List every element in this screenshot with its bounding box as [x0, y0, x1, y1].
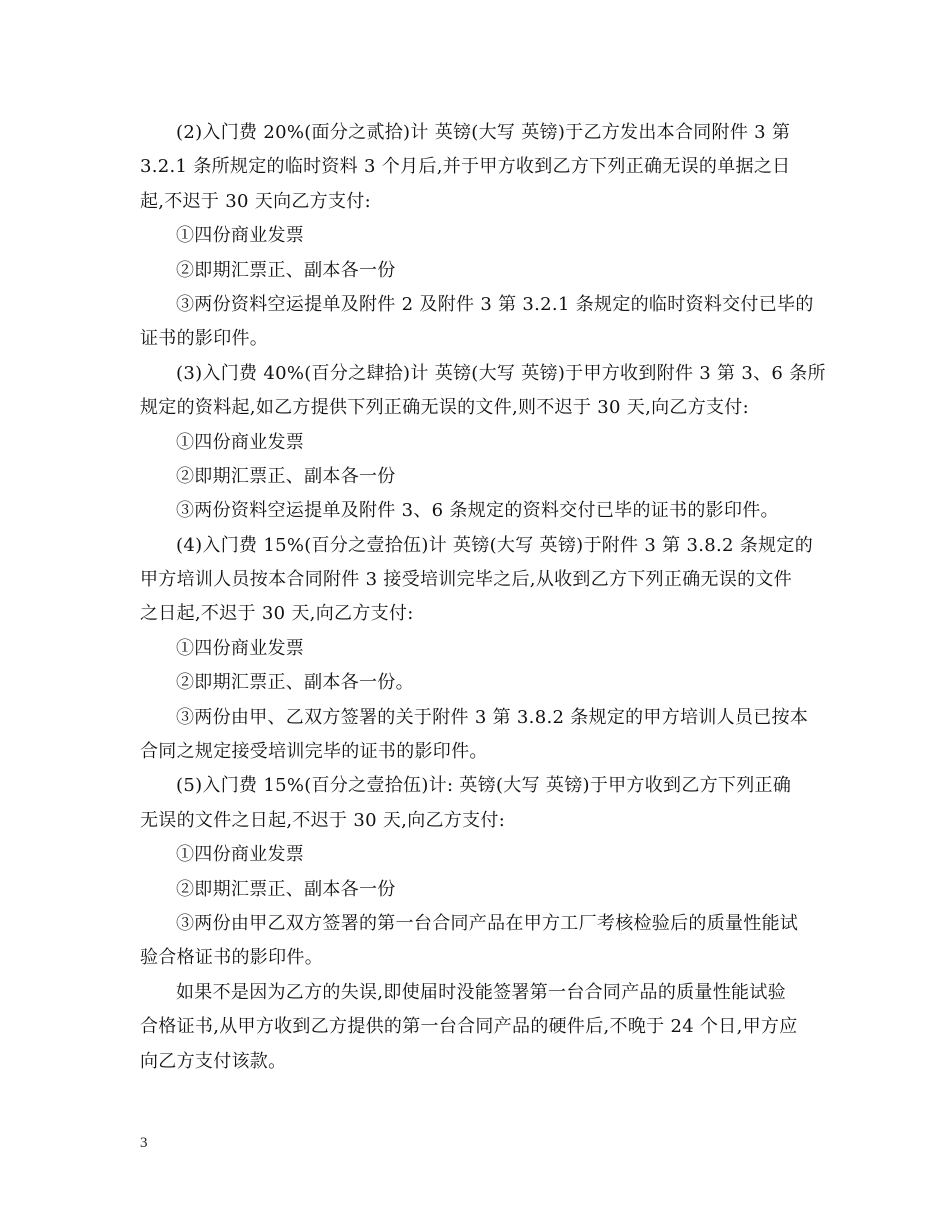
text-line: 合格证书,从甲方收到乙方提供的第一台合同产品的硬件后,不晚于 24 个日,甲方应: [140, 1016, 798, 1038]
document-body: [140, 116, 826, 1079]
text-line: ①四份商业发票: [176, 431, 305, 453]
text-line: (5)入门费 15%(百分之壹拾伍)计: 英镑(大写 英镑)于甲方收到乙方下列正确: [176, 775, 792, 797]
text-line: ③两份资料空运提单及附件 3、6 条规定的资料交付已毕的证书的影印件。: [176, 500, 779, 522]
text-line: ②即期汇票正、副本各一份: [176, 878, 396, 900]
text-line: (2)入门费 20%(面分之贰拾)计 英镑(大写 英镑)于乙方发出本合同附件 3 第: [176, 122, 791, 143]
text-line: ①四份商业发票: [176, 637, 305, 659]
text-line: ②即期汇票正、副本各一份: [176, 259, 396, 281]
text-line: 无误的文件之日起,不迟于 30 天,向乙方支付:: [140, 809, 506, 831]
text-line: ①四份商业发票: [176, 225, 305, 247]
page-number: 3: [140, 1135, 148, 1151]
text-line: ③两份由甲乙双方签署的第一台合同产品在甲方工厂考核检验后的质量性能试: [176, 912, 799, 934]
text-line: ①四份商业发票: [176, 844, 305, 866]
text-line: 证书的影印件。: [140, 328, 269, 350]
text-line: ②即期汇票正、副本各一份: [176, 465, 396, 487]
text-line: ③两份由甲、乙双方签署的关于附件 3 第 3.8.2 条规定的甲方培训人员已按本: [176, 706, 809, 728]
text-line: 起,不迟于 30 天向乙方支付:: [140, 190, 371, 212]
text-line: 3.2.1 条所规定的临时资料 3 个月后,并于甲方收到乙方下列正确无误的单据之日: [140, 156, 791, 178]
text-line: 合同之规定接受培训完毕的证书的影印件。: [140, 741, 488, 763]
text-line: 如果不是因为乙方的失误,即使届时没能签署第一台合同产品的质量性能试验: [176, 981, 786, 1003]
text-line: ②即期汇票正、副本各一份。: [176, 672, 414, 694]
text-line: (4)入门费 15%(百分之壹拾伍)计 英镑(大写 英镑)于附件 3 第 3.8.2 条规定的: [176, 534, 813, 556]
text-line: 验合格证书的影印件。: [140, 947, 323, 969]
text-line: 规定的资料起,如乙方提供下列正确无误的文件,则不迟于 30 天,向乙方支付:: [140, 397, 749, 419]
text-line: (3)入门费 40%(百分之肆拾)计 英镑(大写 英镑)于甲方收到附件 3 第 3、6 条所: [176, 362, 826, 384]
text-line: 甲方培训人员按本合同附件 3 接受培训完毕之后,从收到乙方下列正确无误的文件: [140, 569, 793, 591]
text-line: ③两份资料空运提单及附件 2 及附件 3 第 3.2.1 条规定的临时资料交付已毕的: [176, 293, 814, 315]
text-line: 之日起,不迟于 30 天,向乙方支付:: [140, 603, 414, 625]
text-line: 向乙方支付该款。: [140, 1050, 287, 1072]
